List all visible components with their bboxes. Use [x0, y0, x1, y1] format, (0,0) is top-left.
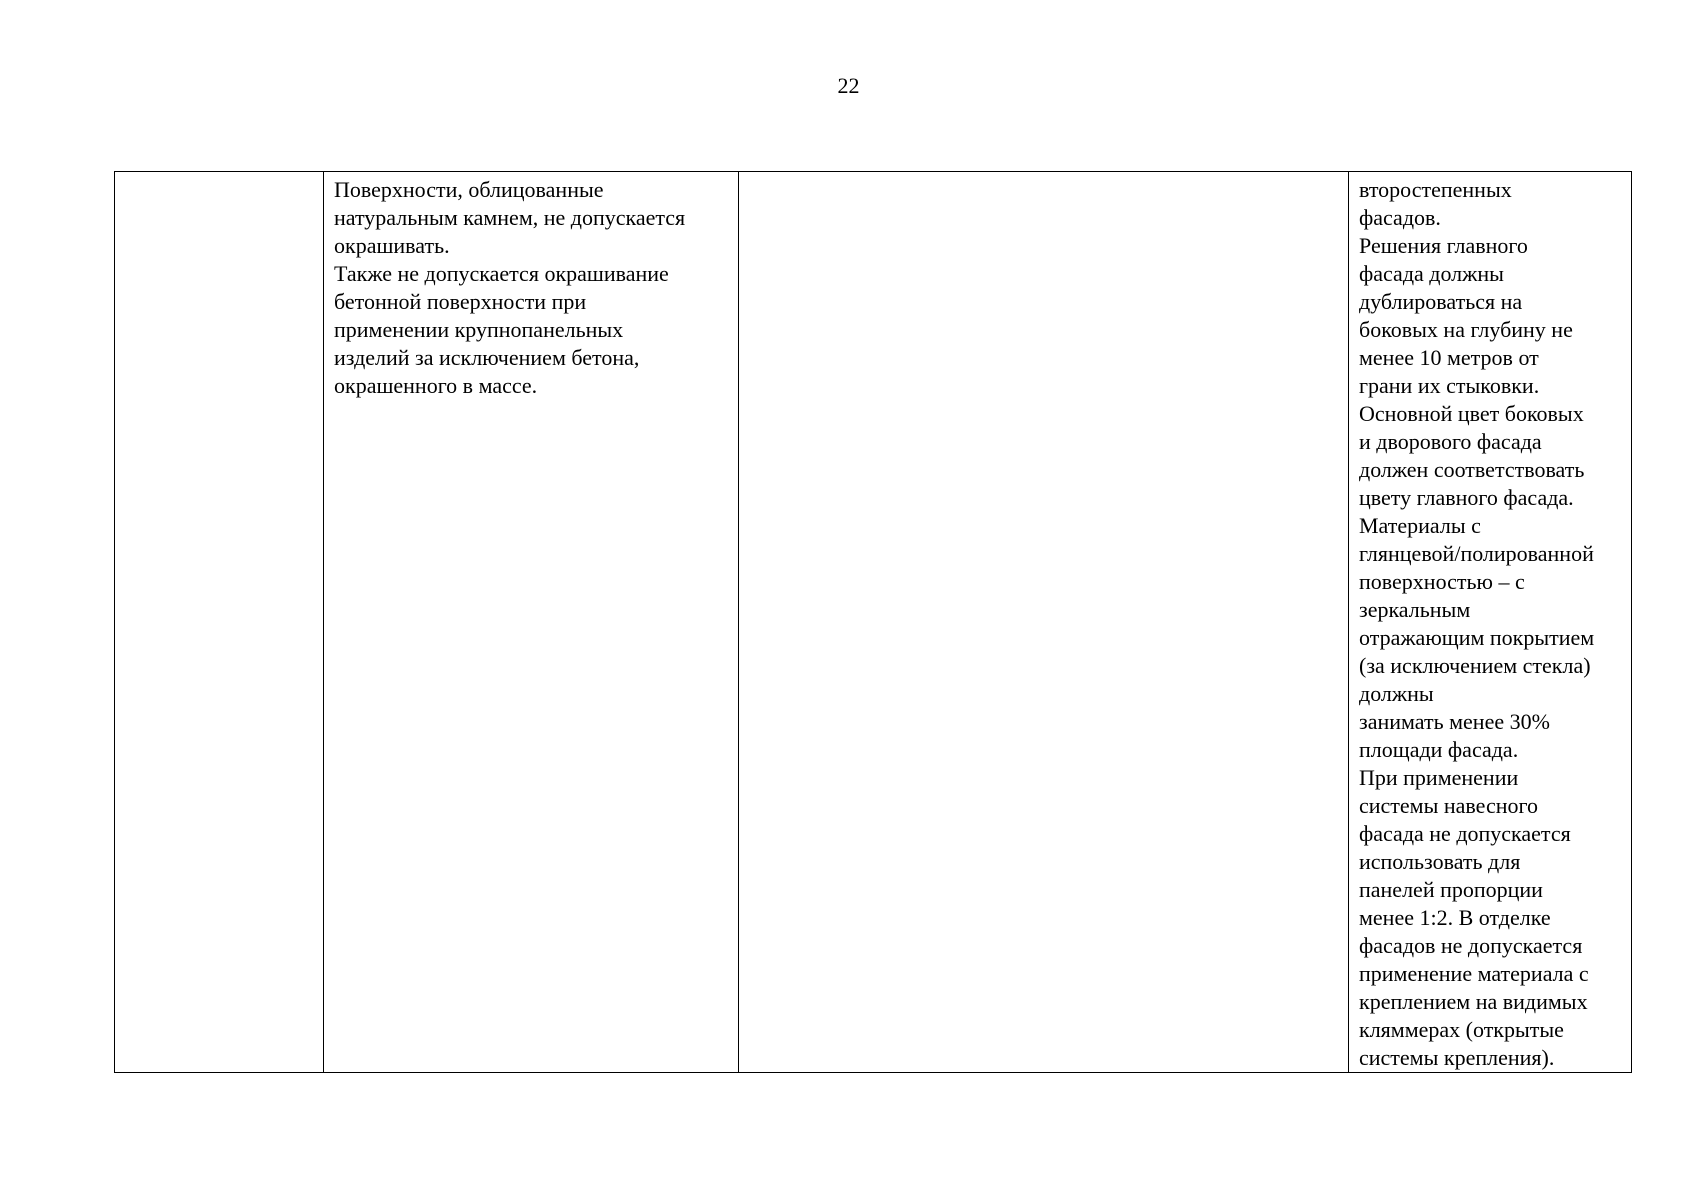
text-line: грани их стыковки.: [1359, 373, 1540, 398]
text-line: кляммерах (открытые: [1359, 1017, 1564, 1042]
text-line: (за исключением стекла): [1359, 653, 1591, 678]
cell-col4-text: [1359, 176, 1621, 1072]
text-line: фасадов.: [1359, 205, 1441, 230]
text-line: дублироваться на: [1359, 289, 1523, 314]
cell-col2-text: [334, 176, 728, 400]
text-line: системы навесного: [1359, 793, 1539, 818]
table-cell-col3: [739, 172, 1349, 1073]
text-line: боковых на глубину не: [1359, 317, 1573, 342]
text-line: площади фасада.: [1359, 737, 1519, 762]
text-line: фасада не допускается: [1359, 821, 1571, 846]
text-line: использовать для: [1359, 849, 1521, 874]
text-line: применении крупнопанельных: [334, 317, 624, 342]
text-line: и дворового фасада: [1359, 429, 1542, 454]
text-line: фасада должны: [1359, 261, 1504, 286]
text-line: окрашенного в массе.: [334, 373, 538, 398]
text-line: цвету главного фасада.: [1359, 485, 1574, 510]
text-line: креплением на видимых: [1359, 989, 1588, 1014]
text-line: зеркальным: [1359, 597, 1471, 622]
text-line: фасадов не допускается: [1359, 933, 1583, 958]
table-cell-col1: [115, 172, 324, 1073]
text-line: системы крепления).: [1359, 1045, 1555, 1070]
text-line: поверхностью – с: [1359, 569, 1525, 594]
text-line: должны: [1359, 681, 1434, 706]
text-line: должен соответствовать: [1359, 457, 1585, 482]
text-line: натуральным камнем, не допускается: [334, 205, 686, 230]
table-cell-col4: [1349, 172, 1632, 1073]
text-line: бетонной поверхности при: [334, 289, 587, 314]
text-line: панелей пропорции: [1359, 877, 1543, 902]
text-line: глянцевой/полированной: [1359, 541, 1594, 566]
page-number: 22: [837, 73, 860, 98]
text-line: отражающим покрытием: [1359, 625, 1595, 650]
text-line: Также не допускается окрашивание: [334, 261, 669, 286]
text-line: Решения главного: [1359, 233, 1528, 258]
requirements-table: [114, 171, 1632, 1073]
text-line: Поверхности, облицованные: [334, 177, 604, 202]
text-line: Основной цвет боковых: [1359, 401, 1584, 426]
text-line: менее 1:2. В отделке: [1359, 905, 1551, 930]
text-line: Материалы с: [1359, 513, 1481, 538]
table-row: [115, 172, 1632, 1073]
text-line: занимать менее 30%: [1359, 709, 1550, 734]
text-line: менее 10 метров от: [1359, 345, 1539, 370]
text-line: изделий за исключением бетона,: [334, 345, 640, 370]
text-line: второстепенных: [1359, 177, 1512, 202]
table-cell-col2: [324, 172, 739, 1073]
text-line: применение материала с: [1359, 961, 1589, 986]
text-line: При применении: [1359, 765, 1519, 790]
text-line: окрашивать.: [334, 233, 450, 258]
